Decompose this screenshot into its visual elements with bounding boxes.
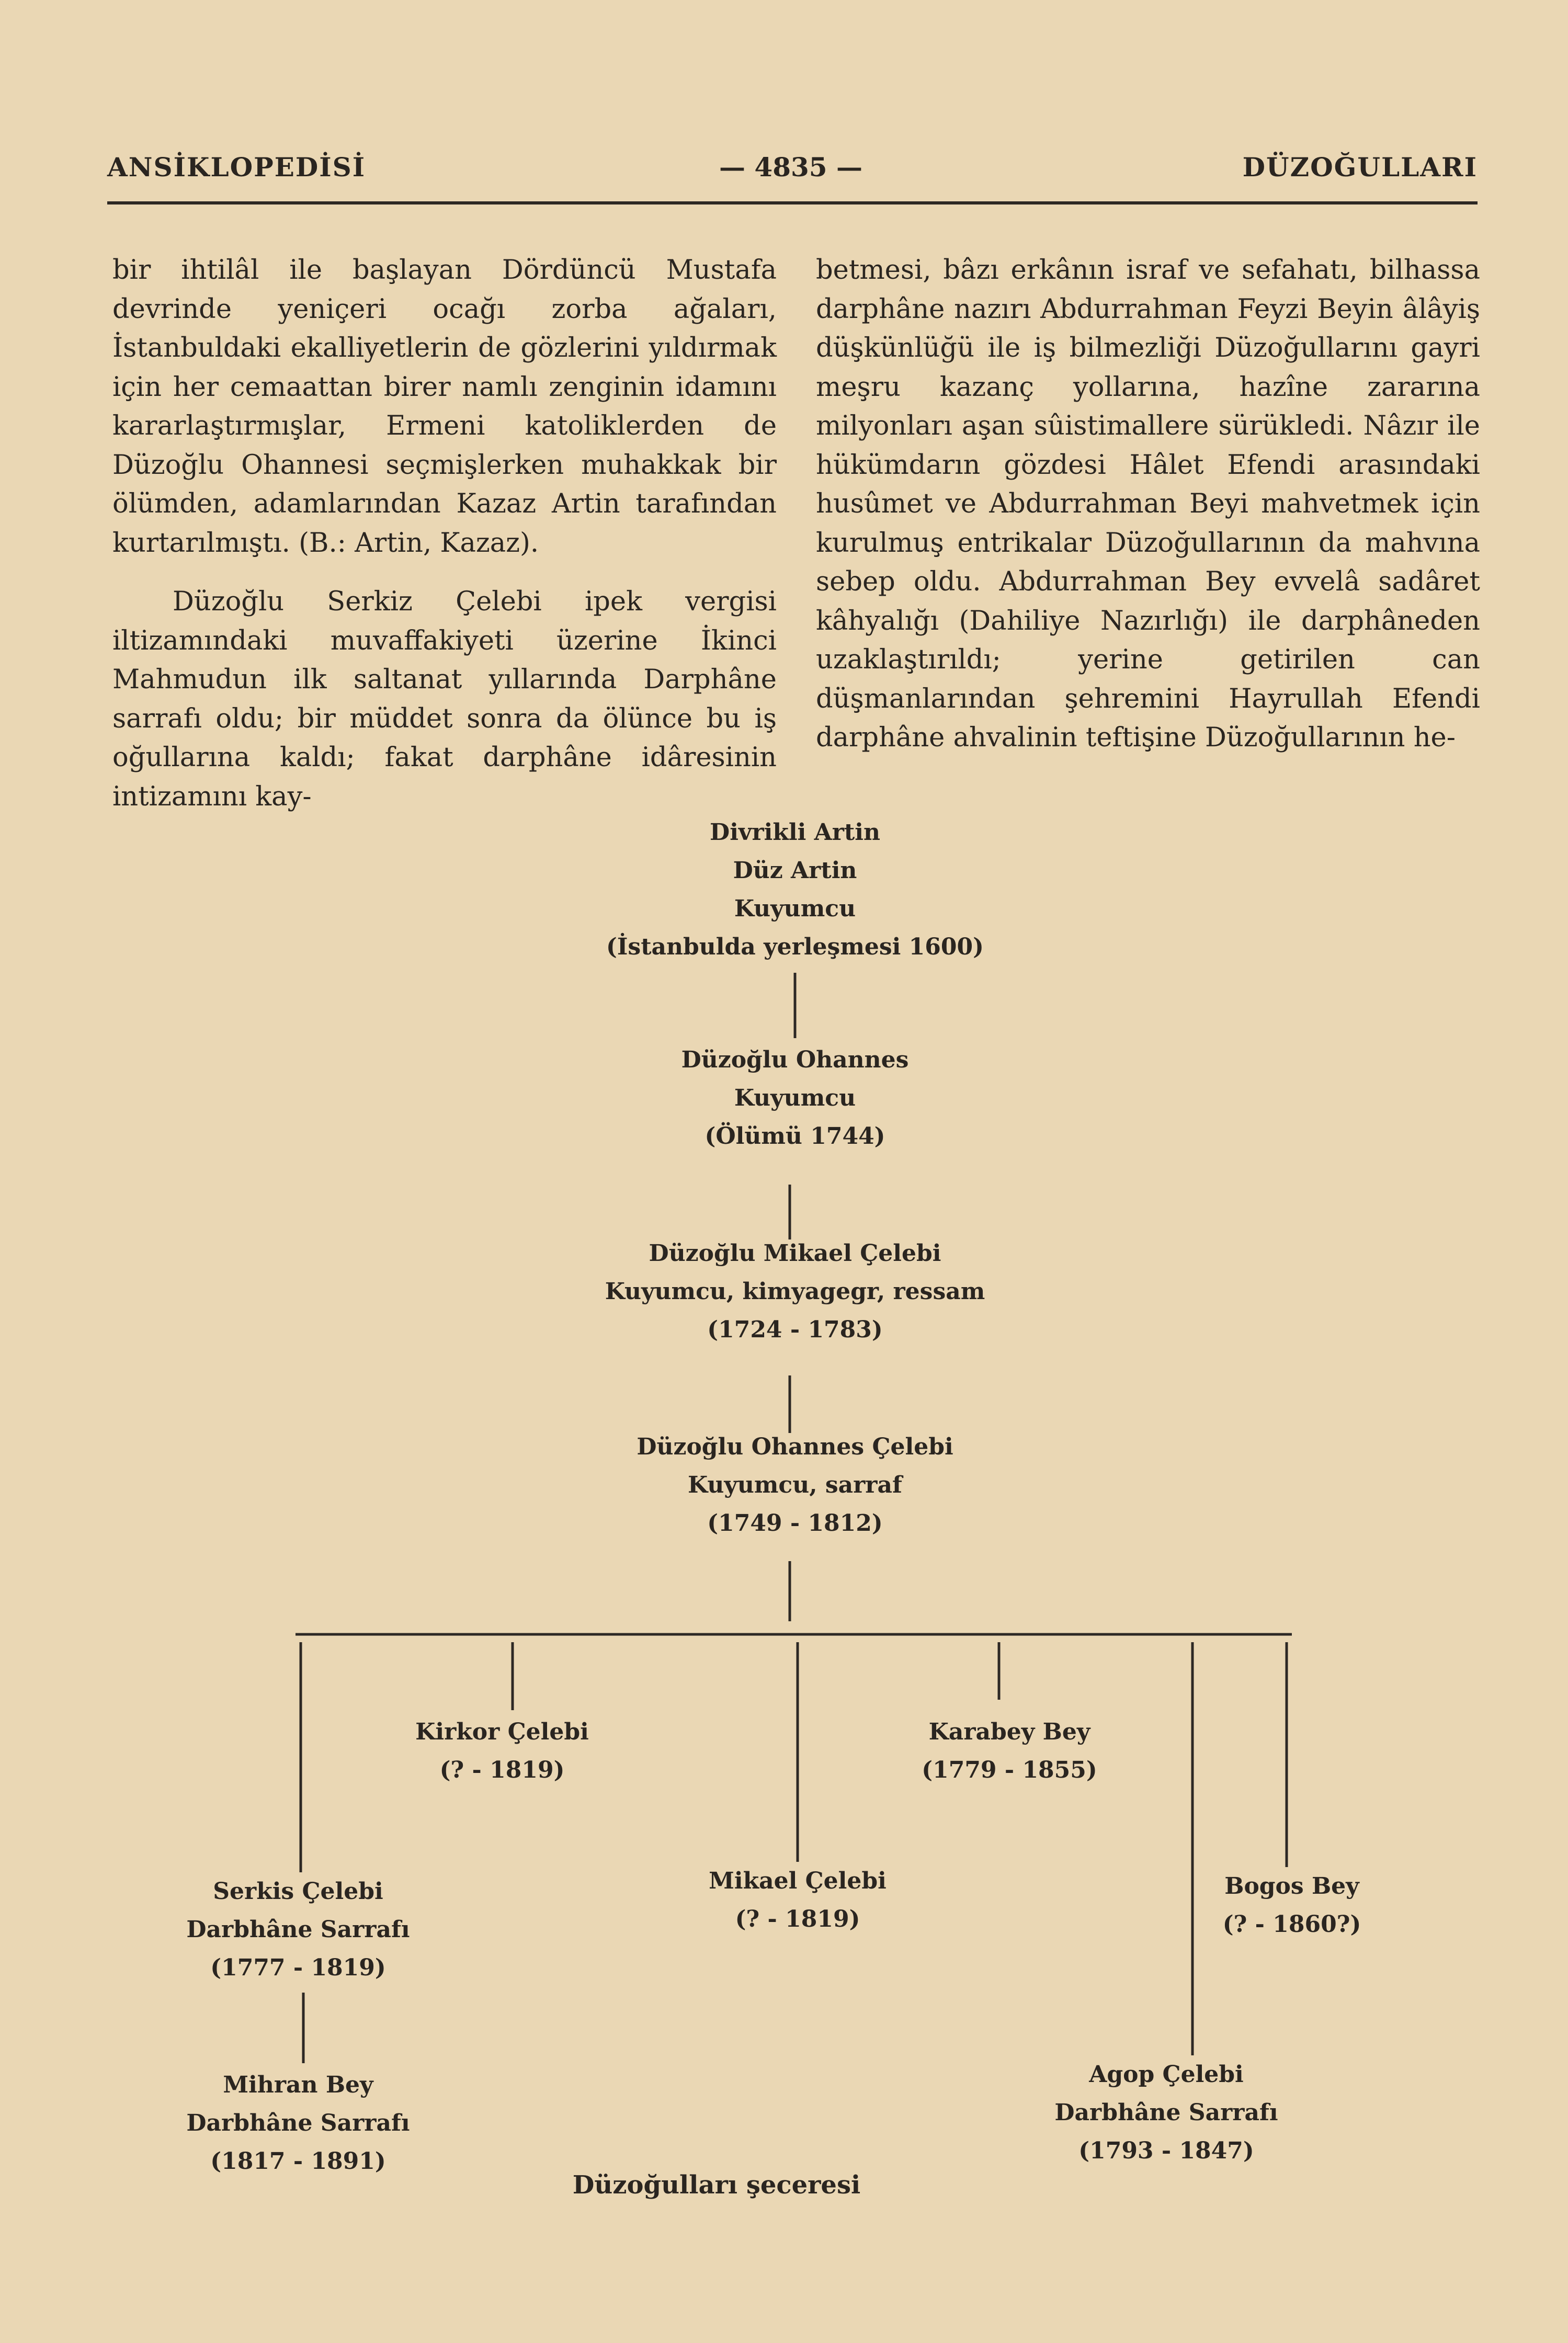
paragraph: bir ihtilâl ile başlayan Dördüncü Mustafa devrinde yeniçeri ocağı zorba ağaları, İstanbuldaki ekalliyetlerin de gözlerini yıldırmak için her cemaattan birer namlı zenginin idamını kararlaştırmışlar, Ermeni katoliklerden de Düzoğlu Ohannesi seçmişlerken muhakkak bir ölümden, adamlarından Kazaz Artin tarafından kurtarılmıştı. (B.: Artin, Kazaz). xyxy=(112,255,777,559)
paragraph: betmesi, bâzı erkânın israf ve sefahatı, bilhassa darphâne nazırı Abdurrahman Feyzi Beyin âlâyiş düşkünlüğü ile iş bilmezliği Düzoğullarını gayri meşru kazanç yollarına, hazîne zararına milyonları aşan sûistimallere sürükledi. Nâzır ile hükümdarın gözdesi Hâlet Efendi arasındaki husûmet ve Abdurrahman Beyi mahvetmek için kurulmuş entrikalar Düzoğullarının da mahvına sebep oldu. Abdurrahman Bey evvelâ sadâret kâhyalığı (Dahiliye Nazırlığı) ile darphâneden uzaklaştırıldı; yerine getirilen can düşmanlarından şehremini Hayrullah Efendi darphâne ahvalinin teftişine Düzoğullarının he- xyxy=(816,255,1480,753)
tree-caption: Düzoğulları şeceresi xyxy=(572,2170,861,2200)
tree-node-divrikli-artin: Divrikli Artin Düz Artin Kuyumcu (İstanbulda yerleşmesi 1600) xyxy=(606,819,984,960)
tree-node-mikael: Mikael Çelebi (? - 1819) xyxy=(709,1868,887,1932)
header-title-left: ANSİKLOPEDİSİ xyxy=(107,152,366,183)
tree-node-serkis: Serkis Çelebi Darbhâne Sarrafı (1777 - 1819) xyxy=(186,1878,410,1981)
tree-node-mihran: Mihran Bey Darbhâne Sarrafı (1817 - 1891) xyxy=(186,2072,410,2175)
paragraph: Düzoğlu Serkiz Çelebi ipek vergisi iltizamındaki muvaffakiyeti üzerine İkinci Mahmudun ilk saltanat yıllarında Darphâne sarrafı oldu; bir müddet sonra da ölünce bu iş oğullarına kaldı; fakat darphâne idâresinin intizamını kay- xyxy=(112,586,777,812)
tree-node-bogos: Bogos Bey (? - 1860?) xyxy=(1222,1873,1361,1938)
tree-node-mikael-celebi: Düzoğlu Mikael Çelebi Kuyumcu, kimyagegr, ressam (1724 - 1783) xyxy=(605,1240,985,1343)
header-title-right: DÜZOĞULLARI xyxy=(1242,152,1478,183)
tree-node-ohannes-celebi: Düzoğlu Ohannes Çelebi Kuyumcu, sarraf (1749 - 1812) xyxy=(637,1434,953,1537)
page-number: — 4835 — xyxy=(719,152,862,183)
tree-node-karabey: Karabey Bey (1779 - 1855) xyxy=(922,1719,1097,1783)
tree-node-agop: Agop Çelebi Darbhâne Sarrafı (1793 - 1847) xyxy=(1054,2061,1278,2164)
tree-node-ohannes: Düzoğlu Ohannes Kuyumcu (Ölümü 1744) xyxy=(681,1047,909,1150)
tree-node-kirkor: Kirkor Çelebi (? - 1819) xyxy=(415,1719,589,1783)
